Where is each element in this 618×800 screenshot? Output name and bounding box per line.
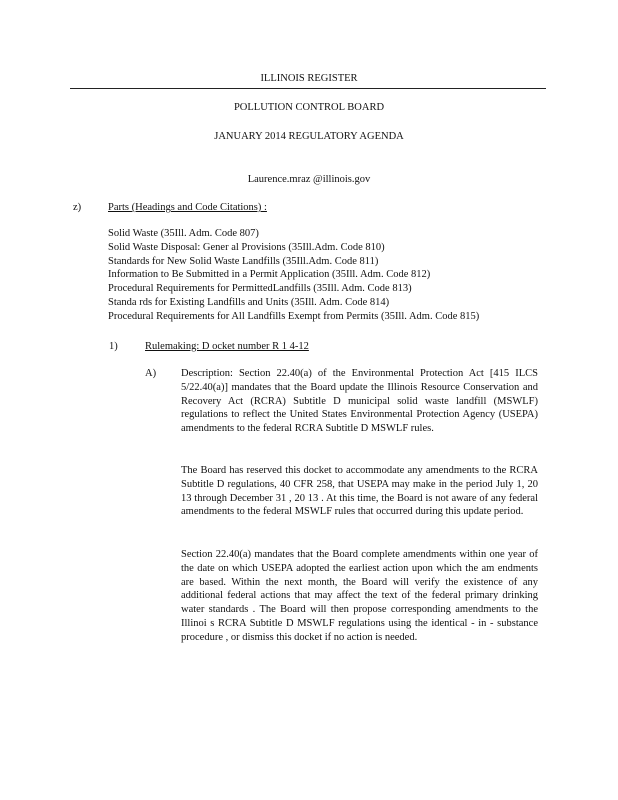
reserved-text: The Board has reserved this docket to accommodate any amendments to the RCRA Subtitle D regulations, 40 CFR 258, that USEPA may make in the period July 1, 20 13 through December 31 , 20 13 . At this time, the Board is not aware of any federal amendments to the federal MSWLF rules that occurred during this update period. bbox=[181, 465, 538, 518]
description-text: Description: Section 22.40(a) of the Environmental Protection Act [415 ILCS 5/22.40(a)] mandates that the Board update the Illinois Resource Conservation and Recovery Act (RCRA) Subtitle D municipal solid waste landfill (MSWLF) regulations to reflect the United States Environmental Protection Agency (USEPA) amendments to the federal RCRA Subtitle D MSWLF rules. bbox=[181, 368, 538, 435]
part-807: Solid Waste (35Ill. Adm. Code 807) bbox=[108, 228, 259, 239]
register-title: ILLINOIS REGISTER bbox=[260, 73, 358, 84]
parts-list bbox=[108, 227, 479, 324]
rulemaking-number: 1) bbox=[109, 341, 118, 352]
mandate-paragraph bbox=[181, 548, 538, 645]
reserved-paragraph bbox=[181, 464, 538, 519]
part-813: Procedural Requirements for PermittedLandfills (35Ill. Adm. Code 813) bbox=[108, 283, 412, 295]
section-marker: z) bbox=[73, 202, 82, 213]
mandate-text: Section 22.40(a) mandates that the Board complete amendments within one year of the date on which USEPA adopted the earliest action upon which the am endments are based. Within the next month, the Board will verify the existence of any additional federal actions that may affect the text of the federal primary drinking water standards . The Board will then propose corresponding amendments to the Illinoi s RCRA Subtitle D MSWLF regulations using the identical - in - substance procedure , or dismiss this docket if no action is needed. bbox=[181, 549, 538, 643]
part-812: Information to Be Submitted in a Permit Application (35Ill. Adm. Code 812) bbox=[108, 269, 431, 281]
part-811: Standards for New Solid Waste Landfills (35Ill.Adm. Code 811) bbox=[108, 255, 379, 267]
agenda-title: JANUARY 2014 REGULATORY AGENDA bbox=[214, 131, 404, 142]
rulemaking-docket: Rulemaking: D ocket number R 1 4-12 bbox=[145, 341, 309, 352]
part-810: Solid Waste Disposal: Gener al Provisions (35Ill.Adm. Code 810) bbox=[108, 241, 385, 253]
part-815: Procedural Requirements for All Landfills Exempt from Permits (35Ill. Adm. Code 815) bbox=[108, 310, 480, 322]
part-814: Standa rds for Existing Landfills and Units (35Ill. Adm. Code 814) bbox=[108, 296, 390, 308]
parts-heading: Parts (Headings and Code Citations) : bbox=[108, 202, 267, 213]
description-paragraph bbox=[181, 367, 538, 436]
header-divider bbox=[70, 88, 546, 89]
board-title: POLLUTION CONTROL BOARD bbox=[233, 102, 385, 113]
item-letter: A) bbox=[145, 368, 157, 379]
contact-email: Laurence.mraz @illinois.gov bbox=[247, 174, 371, 185]
